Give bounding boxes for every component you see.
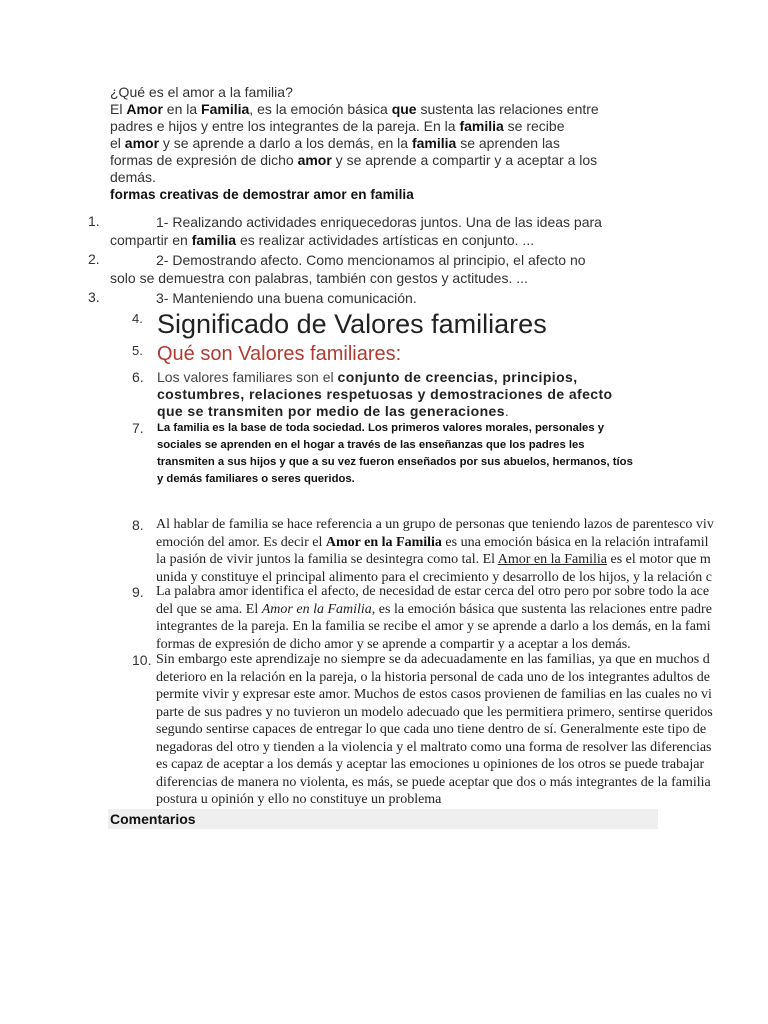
intro-block (110, 84, 670, 203)
list-item: Sin embargo este aprendizaje no siempre se da adecuadamente en las familias, ya que en muchos d deterioro en la relación en la pareja, o la historia personal de cada uno de los integrantes adultos de permite vivir y expresar este amor. Muchos de estos casos provienen de familias en las cuales no vi parte de sus padres y no tuvieron un modelo adecuado que les permitiera primero, sentirse queridos segundo sentirse capaces de entregar lo que cada uno tiene dentro de sí. Generalmente este tipo de negadoras del otro y tienden a la violencia y el maltrato como una forma de resolver las diferencias es capaz de aceptar a los demás y aceptar las emociones u opiniones de los otros se puede trabajar diferencias de manera no violenta, es más, se puede aceptar que dos o más integrantes de la familia postura u opinión y ello no constituye un problema (156, 652, 713, 807)
list-item: La familia es la base de toda sociedad. Los primeros valores morales, personales y sociales se aprenden en el hogar a través de las enseñanzas que los padres les transmiten a sus hijos y que a su vez fueron enseñados por sus abuelos, hermanos, tíos y demás familiares o seres queridos. (157, 422, 633, 485)
subheading-que-son: Qué son Valores familiares: (157, 343, 402, 365)
heading-valores-familiares: Significado de Valores familiares (157, 309, 547, 339)
list-number: 6. (132, 369, 144, 385)
comments-section (108, 809, 658, 829)
list-number: 5. (132, 343, 143, 358)
list-number: 2. (88, 251, 100, 267)
list-number: 7. (132, 420, 144, 436)
comments-label: Comentarios (110, 811, 196, 827)
list-number: 3. (88, 289, 100, 305)
intro-question: ¿Qué es el amor a la familia? (110, 84, 293, 100)
list-item: Al hablar de familia se hace referencia a un grupo de personas que teniendo lazos de parentesco viv emoción del amor. Es decir el Amor en la Familia es una emoción básica en la relación intrafamil la pasión de vivir juntos la familia se desintegra como tal. El Amor en la Familia es el motor que m unida y constituye el principal alimento para el crecimiento y desarrollo de los hijos, y la relación c (156, 517, 714, 585)
link-amor-en-la-familia[interactable]: Amor en la Familia (497, 552, 608, 567)
intro-paragraph: El Amor en la Familia, es la emoción básica que sustenta las relaciones entre padres e hijos y entre los integrantes de la pareja. En la familia se recibe el amor y se aprende a darlo a los demás, en la familia se aprenden las formas de expresión de dicho amor y se aprende a compartir y a aceptar a los demás. (110, 101, 599, 185)
list-number: 9. (132, 584, 144, 600)
list-number: 10. (132, 652, 152, 668)
list-item: 1- Realizando actividades enriquecedoras juntos. Una de las ideas para compartir en familia es realizar actividades artísticas en conjunto. ... (110, 214, 602, 248)
list-number: 8. (132, 517, 144, 533)
list-number: 4. (132, 311, 143, 326)
list-item: La palabra amor identifica el afecto, de necesidad de estar cerca del otro pero por sobre todo la ace del que se ama. El Amor en la Familia, es la emoción básica que sustenta las relaciones entre padre integrantes de la pareja. En la familia se recibe el amor y se aprende a darlo a los demás, en la fami formas de expresión de dicho amor y se aprende a compartir y a aceptar a los demás. (156, 584, 712, 652)
section-subheading: formas creativas de demostrar amor en familia (110, 187, 414, 202)
list-item: 3- Manteniendo una buena comunicación. (156, 290, 417, 306)
list-number: 1. (88, 213, 100, 229)
list-item: 2- Demostrando afecto. Como mencionamos al principio, el afecto no solo se demuestra con palabras, también con gestos y actitudes. ... (110, 252, 586, 286)
list-item: Los valores familiares son el conjunto de creencias, principios, costumbres, relaciones respetuosas y demostraciones de afecto que se transmiten por medio de las generaciones. (157, 369, 613, 419)
